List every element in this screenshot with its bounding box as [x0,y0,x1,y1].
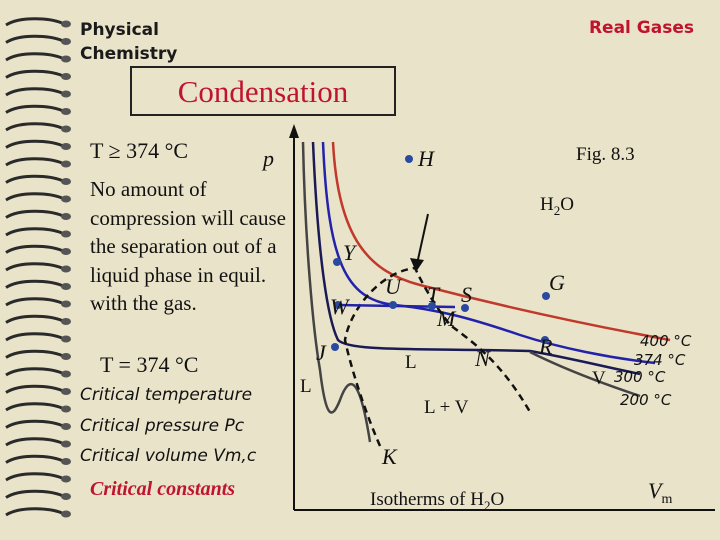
critical-volume-label: Critical volume Vm,c [80,446,257,466]
point-U [389,301,397,309]
label-W: W [330,294,349,319]
critical-temp-equation: T = 374 °C [100,352,199,377]
label-G: G [549,270,565,295]
slide-title: Condensation [177,74,349,109]
point-J [331,343,339,351]
arrow-head [410,258,424,272]
critical-point-arrow [417,214,428,264]
label-K: K [382,444,397,469]
description-text: No amount of compression will cause the separation out of a liquid phase in equil. with the gas. [90,177,286,315]
isotherm-400 [333,142,670,340]
label-U: U [385,274,401,299]
label-L-point: L [405,352,417,373]
label-M: M [437,306,456,331]
label-N: N [475,346,490,371]
isotherm-label-300: 300 °C [614,368,666,386]
isotherm-label-400: 400 °C [640,332,692,350]
condition-text: T ≥ 374 °C [90,138,189,163]
region-two-phase-label: L + V [424,397,469,418]
y-axis-label: p [263,146,274,171]
label-H: H [418,146,434,171]
label-Y: Y [343,240,356,265]
label-J: J [316,340,326,365]
critical-constants-label: Critical constants [90,478,236,500]
subject-line-2: Chemistry [80,44,178,64]
critical-pressure-label: Critical pressure Pc [80,416,245,436]
figure-label: Fig. 8.3 [576,144,635,165]
isotherm-374 [323,142,655,363]
label-V: V [592,368,606,389]
topic-label: Real Gases [588,18,694,38]
x-axis-label: $V_m$ [648,478,673,507]
region-liquid-label: L [300,376,312,397]
label-S: S [461,282,472,307]
substance-label: $H_2O$ [540,194,574,218]
isotherm-label-374: 374 °C [634,351,686,369]
critical-temperature-label: Critical temperature [80,385,253,405]
label-R: R [539,334,553,359]
y-axis-arrow [289,124,299,138]
point-Y [333,258,341,266]
isotherm-300 [313,142,640,374]
isotherm-label-200: 200 °C [620,391,672,409]
chart-title: Isotherms of $H_2O$ [370,489,505,513]
point-H [405,155,413,163]
label-T: T [427,282,440,307]
subject-line-1: Physical [80,20,159,40]
